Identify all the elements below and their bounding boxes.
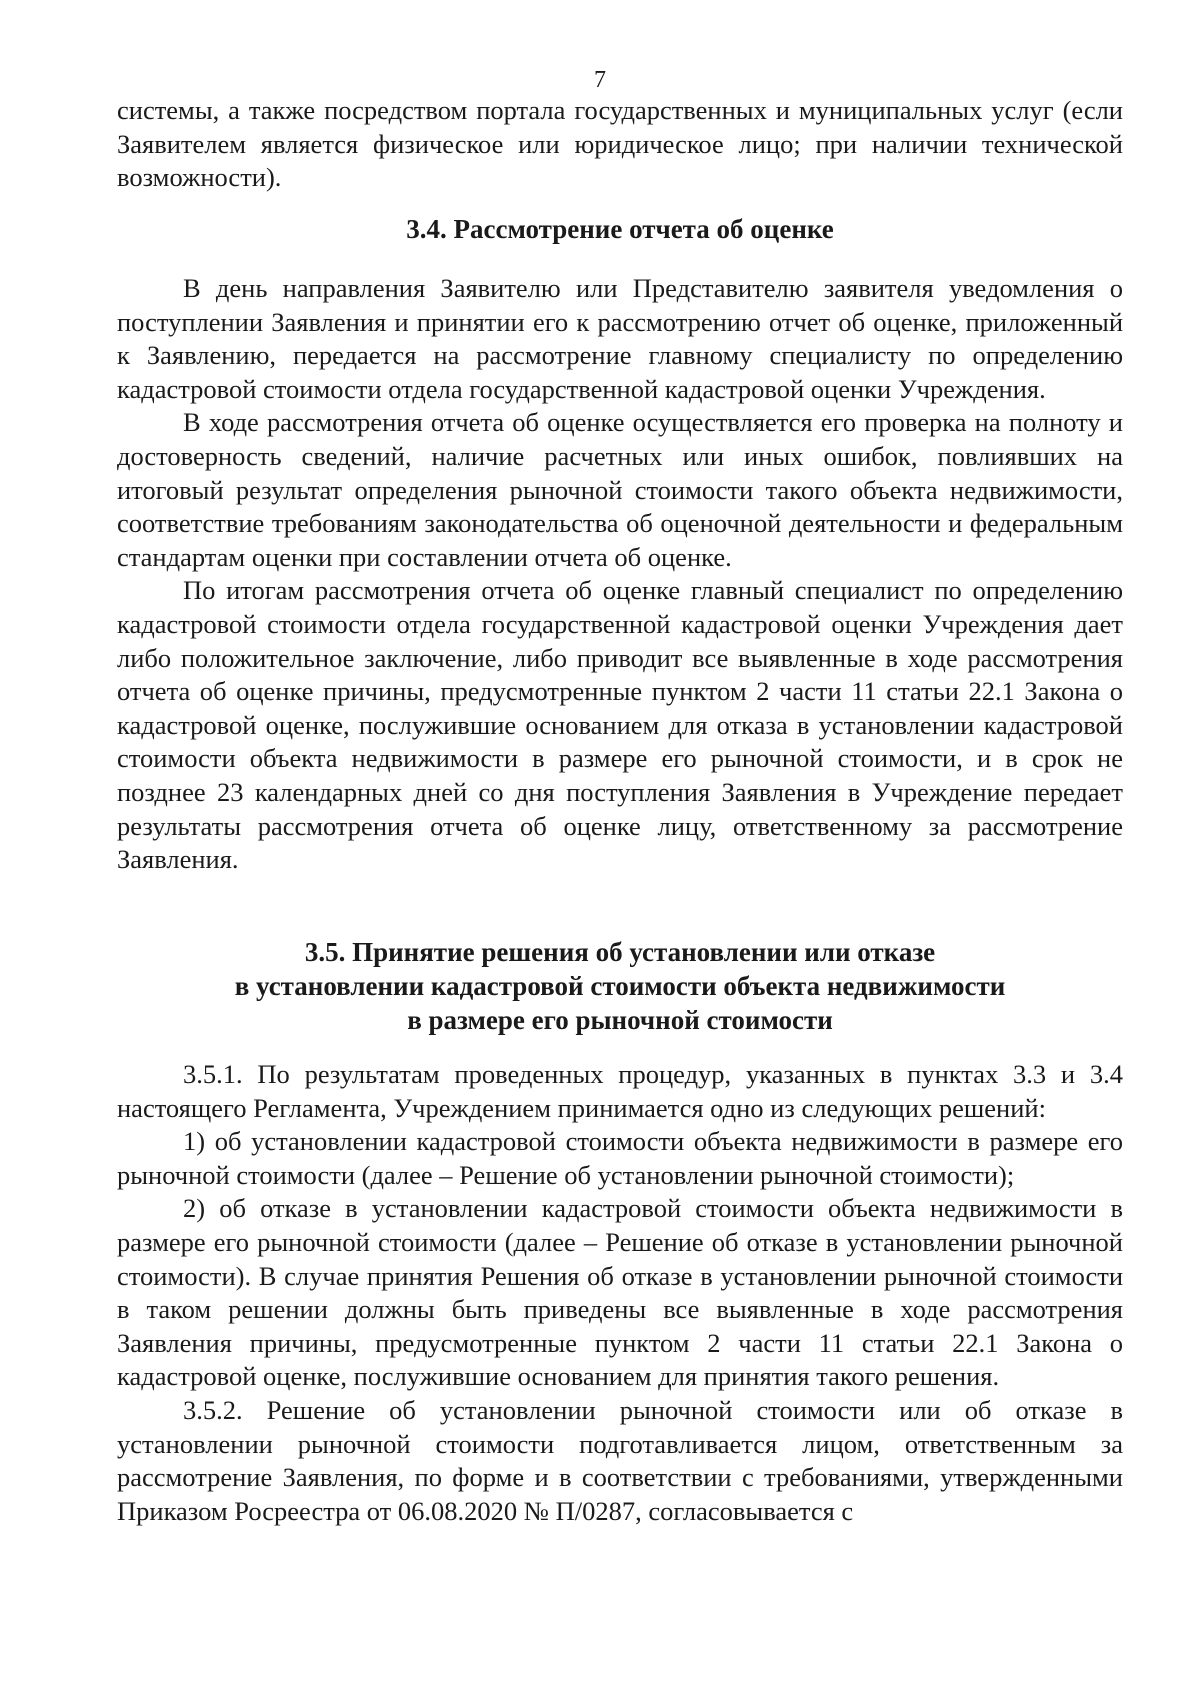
section-3-4-paragraph: В ходе рассмотрения отчета об оценке осуществляется его проверка на полноту и достоверность сведений, наличие расчетных или иных ошибок, повлиявших на итоговый результат определения рыночной стоимости такого объекта недвижимости, соответствие требованиям законодательства об оценочной деятельности и федеральным стандартам оценки при составлении отчета об оценке.	[117, 407, 1123, 572]
section-3-5-paragraph: 3.5.2. Решение об установлении рыночной стоимости или об отказе в установлении рыночной стоимости подготавливается лицом, ответственным за рассмотрение Заявления, по форме и в соответствии с требованиями, утвержденными Приказом Росреестра от 06.08.2020 № П/0287, согласовывается с	[117, 1394, 1123, 1526]
section-3-5-heading-line: в установлении кадастровой стоимости объекта недвижимости	[234, 971, 1006, 1001]
intro-paragraph: системы, а также посредством портала государственных и муниципальных услуг (если Заявителем является физическое или юридическое лицо; при наличии технической возможности).	[117, 95, 1123, 193]
page-number: 7	[594, 67, 606, 93]
section-3-5-list-item: 2) об отказе в установлении кадастровой стоимости объекта недвижимости в размере его рыночной стоимости (далее – Решение об отказе в установлении рыночной стоимости). В случае принятия Решения об отказе в установлении рыночной стоимости в таком решении должны быть приведены все выявленные в ходе рассмотрения Заявления причины, предусмотренные пунктом 2 части 11 статьи 22.1 Закона о кадастровой оценке, послужившие основанием для принятия такого решения.	[117, 1193, 1123, 1392]
section-3-4-paragraph: В день направления Заявителю или Представителю заявителя уведомления о поступлении Заявления и принятии его к рассмотрению отчет об оценке, приложенный к Заявлению, передается на рассмотрение главному специалисту по определению кадастровой стоимости отдела государственной кадастровой оценки Учреждения.	[117, 273, 1123, 404]
section-3-4-body	[117, 272, 1123, 877]
intro-block	[117, 94, 1123, 195]
section-3-5-heading	[117, 935, 1123, 1037]
section-3-5-heading-line: 3.5. Принятие решения об установлении или отказе	[304, 937, 936, 967]
section-3-4-paragraph: По итогам рассмотрения отчета об оценке главный специалист по определению кадастровой стоимости отдела государственной кадастровой оценки Учреждения дает либо положительное заключение, либо приводит все выявленные в ходе рассмотрения отчета об оценке причины, предусмотренные пунктом 2 части 11 статьи 22.1 Закона о кадастровой оценке, послужившие основанием для отказа в установлении кадастровой стоимости объекта недвижимости в размере его рыночной стоимости, и в срок не позднее 23 календарных дней со дня поступления Заявления в Учреждение передает результаты рассмотрения отчета об оценке лицу, ответственному за рассмотрение Заявления.	[117, 575, 1123, 875]
section-3-5-paragraph: 3.5.1. По результатам проведенных процедур, указанных в пунктах 3.3 и 3.4 настоящего Регламента, Учреждением принимается одно из следующих решений:	[117, 1059, 1123, 1123]
section-3-5-body	[117, 1058, 1123, 1528]
section-3-5-heading-line: в размере его рыночной стоимости	[407, 1005, 833, 1035]
section-3-5-list-item: 1) об установлении кадастровой стоимости объекта недвижимости в размере его рыночной стоимости (далее – Решение об установлении рыночной стоимости);	[117, 1126, 1123, 1190]
section-3-4-heading	[117, 212, 1123, 246]
section-3-4-heading-text: 3.4. Рассмотрение отчета об оценке	[406, 214, 834, 244]
